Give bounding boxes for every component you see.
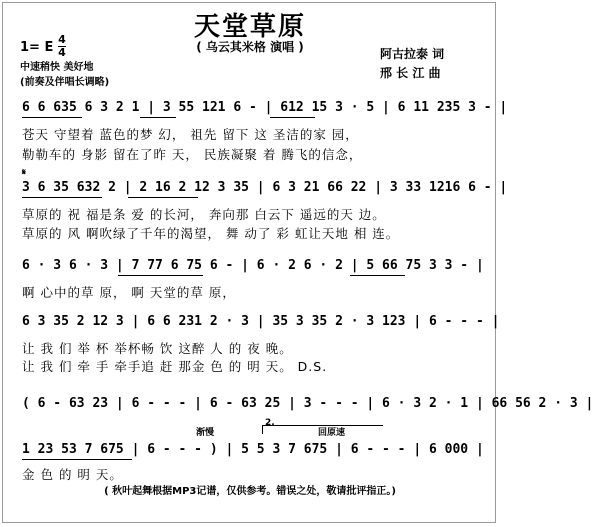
ritardando-mark: 渐慢	[196, 428, 215, 438]
lyric-row-3: 啊 心中的草 原， 啊 天堂的草 原，	[22, 285, 236, 300]
beam	[118, 275, 203, 276]
composer-credit: 邢 长 江 曲	[380, 66, 441, 80]
key-signature: 1= E	[20, 40, 54, 55]
lyric-row-1-verse-2: 勒勒车的 身影 留在了昨 天， 民族凝聚 着 腾飞的信念，	[22, 147, 363, 162]
meter-top: 4	[58, 33, 66, 46]
beam	[350, 275, 405, 276]
notation-row-5: ( 6 - 63 23 | 6 - - - | 6 - 63 25 | 3 - - - | 6 · 3 2 · 1 | 66 56 2 · 3 |	[22, 396, 593, 411]
beam	[22, 197, 102, 198]
beam	[270, 117, 315, 118]
notation-row-6: 1 23 53 7 675 | 6 - - - ) | 5 5 3 7 675 | 6 - - - | 6 000 |	[22, 442, 484, 457]
singer-line: ( 乌云其米格 演唱 )	[196, 40, 304, 54]
intro-note: (前奏及伴唱长调略)	[20, 77, 110, 88]
footer-note: ( 秋叶起舞根据MP3记谱，仅供参考。错误之处，敬请批评指正。)	[104, 486, 396, 497]
a-tempo-mark: 回原速	[318, 428, 346, 438]
segno-mark: 𝄋	[22, 168, 26, 178]
lyric-row-6: 金 色 的 明 天。	[22, 467, 123, 482]
lyric-row-4-verse-1: 让 我 们 举 杯 举杯畅 饮 这醉 人 的 夜 晚。	[22, 341, 293, 356]
lyric-row-4-verse-2: 让 我 们 牵 手 牵手追 赶 那金 色 的 明 天。 D.S.	[22, 359, 328, 374]
beam	[22, 459, 132, 460]
meter-bottom: 4	[58, 46, 66, 59]
time-signature	[58, 35, 66, 58]
beam	[140, 117, 176, 118]
tempo-marking: 中速稍快 美好地	[20, 62, 94, 73]
song-title: 天堂草原	[193, 12, 306, 42]
notation-row-1: 6 6 635 6 3 2 1 | 3 55 121 6 - | 612 15 3 · 5 | 6 11 235 3 - |	[22, 100, 508, 115]
beam	[128, 197, 198, 198]
notation-row-4: 6 3 35 2 12 3 | 6 6 231 2 · 3 | 35 3 35 2 · 3 123 | 6 - - - |	[22, 314, 500, 329]
notation-row-2: 3 6 35 632 2 | 2 16 2 12 3 35 | 6 3 21 66 22 | 3 33 1216 6 - |	[22, 180, 508, 195]
lyric-row-2-verse-2: 草原的 风 啊吹绿了千年的渴望， 舞 动了 彩 虹让天地 相 连。	[22, 226, 400, 241]
lyricist-credit: 阿古拉泰 词	[380, 47, 445, 61]
lyric-row-1-verse-1: 苍天 守望着 蓝色的梦 幻， 祖先 留下 这 圣洁的家 园，	[22, 127, 359, 142]
volta-mark: 2.	[265, 418, 275, 428]
notation-row-3: 6 · 3 6 · 3 | 7 77 6 75 6 - | 6 · 2 6 · 2 | 5 66 75 3 3 - |	[22, 258, 484, 273]
beam	[22, 117, 82, 118]
lyric-row-2-verse-1: 草原的 祝 福是条 爱 的长河， 奔向那 白云下 遥远的天 边。	[22, 207, 386, 222]
